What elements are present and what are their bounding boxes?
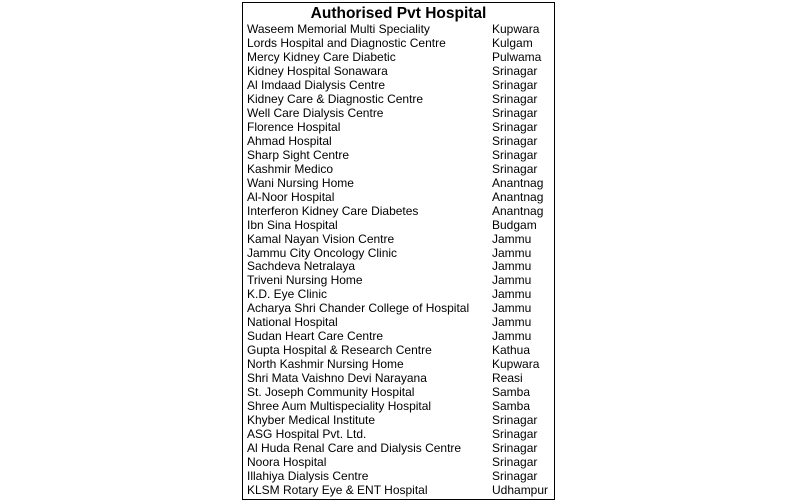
hospital-location: Kupwara [492,357,540,372]
authorised-pvt-hospital-panel [242,2,555,500]
table-row [243,219,554,233]
hospital-location: Jammu [492,315,532,330]
hospital-location: Srinagar [492,455,538,470]
table-row [243,65,554,79]
hospital-name: K.D. Eye Clinic [247,287,328,302]
hospital-location: Samba [492,399,531,414]
hospital-location: Srinagar [492,147,538,162]
hospital-name: Gupta Hospital & Research Centre [247,343,432,358]
hospital-name: Triveni Nursing Home [247,273,363,288]
table-row [243,93,554,107]
table-row [243,233,554,247]
hospital-location: Srinagar [492,133,538,148]
hospital-location: Srinagar [492,427,538,442]
hospital-name: Sharp Sight Centre [247,147,350,162]
hospital-location: Jammu [492,273,532,288]
hospital-location: Jammu [492,245,532,260]
hospital-location: Anantnag [492,175,544,190]
hospital-name: Kidney Hospital Sonawara [247,63,388,78]
table-row [243,107,554,121]
hospital-name: Sudan Heart Care Centre [247,329,384,344]
table-row [243,470,554,484]
hospital-location: Srinagar [492,77,538,92]
hospital-location: Srinagar [492,105,538,120]
hospital-name: Well Care Dialysis Centre [247,105,384,120]
table-row [243,344,554,358]
hospital-location: Budgam [492,217,537,232]
hospital-location: Udhampur [492,482,549,497]
table-row [243,358,554,372]
hospital-location: Srinagar [492,469,538,483]
hospital-name: Ibn Sina Hospital [247,217,338,232]
hospital-name: Florence Hospital [247,119,341,134]
table-row [243,372,554,386]
table-row [243,400,554,414]
table-row [243,37,554,51]
hospital-name: Interferon Kidney Care Diabetes [247,203,419,218]
hospital-name: Waseem Memorial Multi Speciality [247,22,430,36]
table-row [243,177,554,191]
table-row [243,288,554,302]
table-row [243,51,554,65]
hospital-location: Pulwama [492,49,542,64]
hospital-name: National Hospital [247,315,338,330]
table-row [243,247,554,261]
hospital-name: Shree Aum Multispeciality Hospital [247,399,432,414]
table-row [243,23,554,37]
table-row [243,274,554,288]
table-row [243,302,554,316]
hospital-name: Al Imdaad Dialysis Centre [247,77,386,92]
table-row [243,121,554,135]
table-row [243,442,554,456]
hospital-location: Srinagar [492,161,538,176]
hospital-name: Acharya Shri Chander College of Hospital [247,301,470,316]
hospital-name: Khyber Medical Institute [247,413,376,428]
hospital-location: Kulgam [492,35,533,50]
hospital-location: Anantnag [492,189,544,204]
hospital-location: Jammu [492,259,532,274]
hospital-location: Srinagar [492,413,538,428]
table-row [243,163,554,177]
table-row [243,260,554,274]
hospital-name: Noora Hospital [247,455,327,470]
hospital-location: Jammu [492,329,532,344]
hospital-name: Wani Nursing Home [247,175,354,190]
hospital-name: Ahmad Hospital [247,133,332,148]
hospital-location: Reasi [492,371,523,386]
table-row [243,79,554,93]
table-row [243,484,554,498]
table-row [243,135,554,149]
hospital-name: North Kashmir Nursing Home [247,357,404,372]
hospital-location: Jammu [492,287,532,302]
hospital-location: Samba [492,385,531,400]
hospital-name: St. Joseph Community Hospital [247,385,415,400]
hospital-name: Al Huda Renal Care and Dialysis Centre [247,441,462,456]
hospital-name: Jammu City Oncology Clinic [247,245,398,260]
hospital-location: Jammu [492,301,532,316]
table-row [243,205,554,219]
hospital-location: Anantnag [492,203,544,218]
hospital-location: Srinagar [492,441,538,456]
table-row [243,386,554,400]
hospital-list [243,23,554,498]
hospital-location: Srinagar [492,119,538,134]
table-row [243,414,554,428]
hospital-location: Srinagar [492,63,538,78]
table-row [243,316,554,330]
hospital-name: Kamal Nayan Vision Centre [247,231,395,246]
hospital-location: Kupwara [492,22,540,36]
hospital-name: Mercy Kidney Care Diabetic [247,49,396,64]
hospital-location: Kathua [492,343,531,358]
hospital-name: Shri Mata Vaishno Devi Narayana [247,371,427,386]
hospital-name: Al-Noor Hospital [247,189,335,204]
table-row [243,330,554,344]
hospital-name: Lords Hospital and Diagnostic Centre [247,35,446,50]
hospital-location: Srinagar [492,91,538,106]
hospital-location: Jammu [492,231,532,246]
table-row [243,428,554,442]
hospital-name: ASG Hospital Pvt. Ltd. [247,427,367,442]
hospital-name: Kidney Care & Diagnostic Centre [247,91,424,106]
hospital-name: Illahiya Dialysis Centre [247,469,369,483]
page-title: Authorised Pvt Hospital [310,5,487,22]
hospital-name: Sachdeva Netralaya [247,259,356,274]
table-row [243,456,554,470]
table-row [243,191,554,205]
table-row [243,149,554,163]
hospital-name: KLSM Rotary Eye & ENT Hospital [247,482,428,497]
hospital-name: Kashmir Medico [247,161,334,176]
